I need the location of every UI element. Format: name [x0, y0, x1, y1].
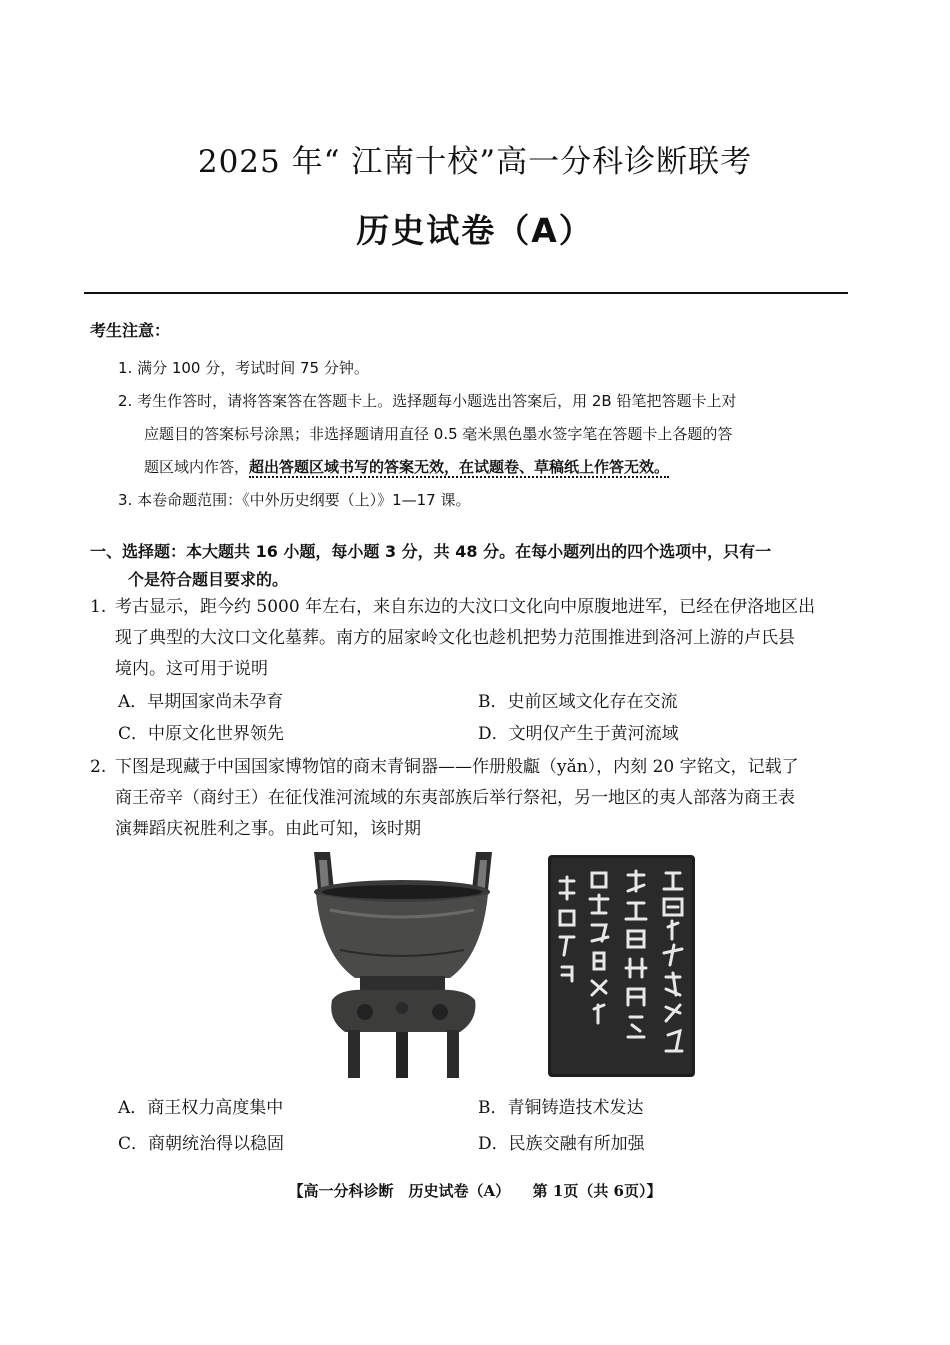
notice-item-2: [118, 385, 878, 484]
question-1-options: [118, 686, 838, 750]
section-heading-line2: 个是符合题目要求的。: [128, 570, 289, 589]
question-2-options: [118, 1092, 838, 1160]
question-1-line1: 考古显示，距今约 5000 年左右，来自东边的大汶口文化向中原腹地进军，已经在伊洛地区出: [115, 597, 816, 617]
question-1-option-b[interactable]: B．史前区域文化存在交流: [478, 692, 678, 712]
question-2-number: 2.: [90, 757, 107, 777]
notice-item-2-line3: [118, 451, 878, 484]
question-1-option-c[interactable]: C．中原文化世界领先: [118, 724, 285, 744]
exam-title: 2025 年“ 江南十校”高一分科诊断联考: [197, 144, 753, 180]
question-1-option-d[interactable]: D．文明仅产生于黄河流域: [478, 724, 679, 744]
question-1-line3: 境内。这可用于说明: [115, 659, 268, 679]
notice-item-2-line3-plain: 题区域内作答，: [144, 458, 250, 476]
header-divider: [84, 292, 848, 294]
exam-subtitle: 历史试卷（A）: [356, 211, 594, 250]
notice-item-2-line2: 应题目的答案标号涂黑；非选择题请用直径 0.5 毫米黑色墨水签字笔在答题卡上各题的答: [144, 425, 733, 443]
question-2-option-a[interactable]: A．商王权力高度集中: [118, 1098, 284, 1118]
page-footer: 【高一分科诊断 历史试卷（A） 第 1页（共 6页）】: [288, 1182, 662, 1200]
question-1: [90, 592, 880, 685]
notice-heading: 考生注意：: [90, 321, 171, 340]
question-2-line3: 演舞蹈庆祝胜利之事。由此可知，该时期: [115, 819, 421, 839]
section-heading-line1: 一、选择题：本大题共 16 小题，每小题 3 分，共 48 分。在每小题列出的四个选项中，只有一: [90, 542, 772, 561]
question-1-option-a[interactable]: A．早期国家尚未孕育: [118, 692, 284, 712]
question-1-line2: 现了典型的大汶口文化墓葬。南方的屈家岭文化也趁机把势力范围推进到洛河上游的卢氏县: [115, 628, 795, 648]
notice-item-3: 3. 本卷命题范围：《中外历史纲要（上）》1—17 课。: [118, 491, 471, 509]
question-2-line1: 下图是现藏于中国国家博物馆的商末青铜器——作册般甗（yǎn），内刻 20 字铭文，记载了: [115, 757, 799, 777]
bronze-yan-vessel-image: [310, 850, 495, 1080]
question-2: [90, 752, 880, 845]
question-2-option-b[interactable]: B．青铜铸造技术发达: [478, 1098, 644, 1118]
notice-item-2-emphasis: 超出答题区域书写的答案无效，在试题卷、草稿纸上作答无效。: [249, 458, 670, 476]
notice-list: [118, 352, 878, 517]
question-2-line2: 商王帝辛（商纣王）在征伐淮河流域的东夷部族后举行祭祀，另一地区的夷人部落为商王表: [115, 788, 795, 808]
question-1-number: 1.: [90, 597, 107, 617]
question-2-option-d[interactable]: D．民族交融有所加强: [478, 1134, 645, 1154]
inscription-rubbing-image: [548, 855, 695, 1077]
question-2-option-c[interactable]: C．商朝统治得以稳固: [118, 1134, 285, 1154]
section-heading: [90, 538, 880, 594]
notice-item-2-line1: 2. 考生作答时，请将答案答在答题卡上。选择题每小题选出答案后，用 2B 铅笔把答题卡上对: [118, 392, 737, 410]
notice-item-1: 1. 满分 100 分，考试时间 75 分钟。: [118, 359, 369, 377]
